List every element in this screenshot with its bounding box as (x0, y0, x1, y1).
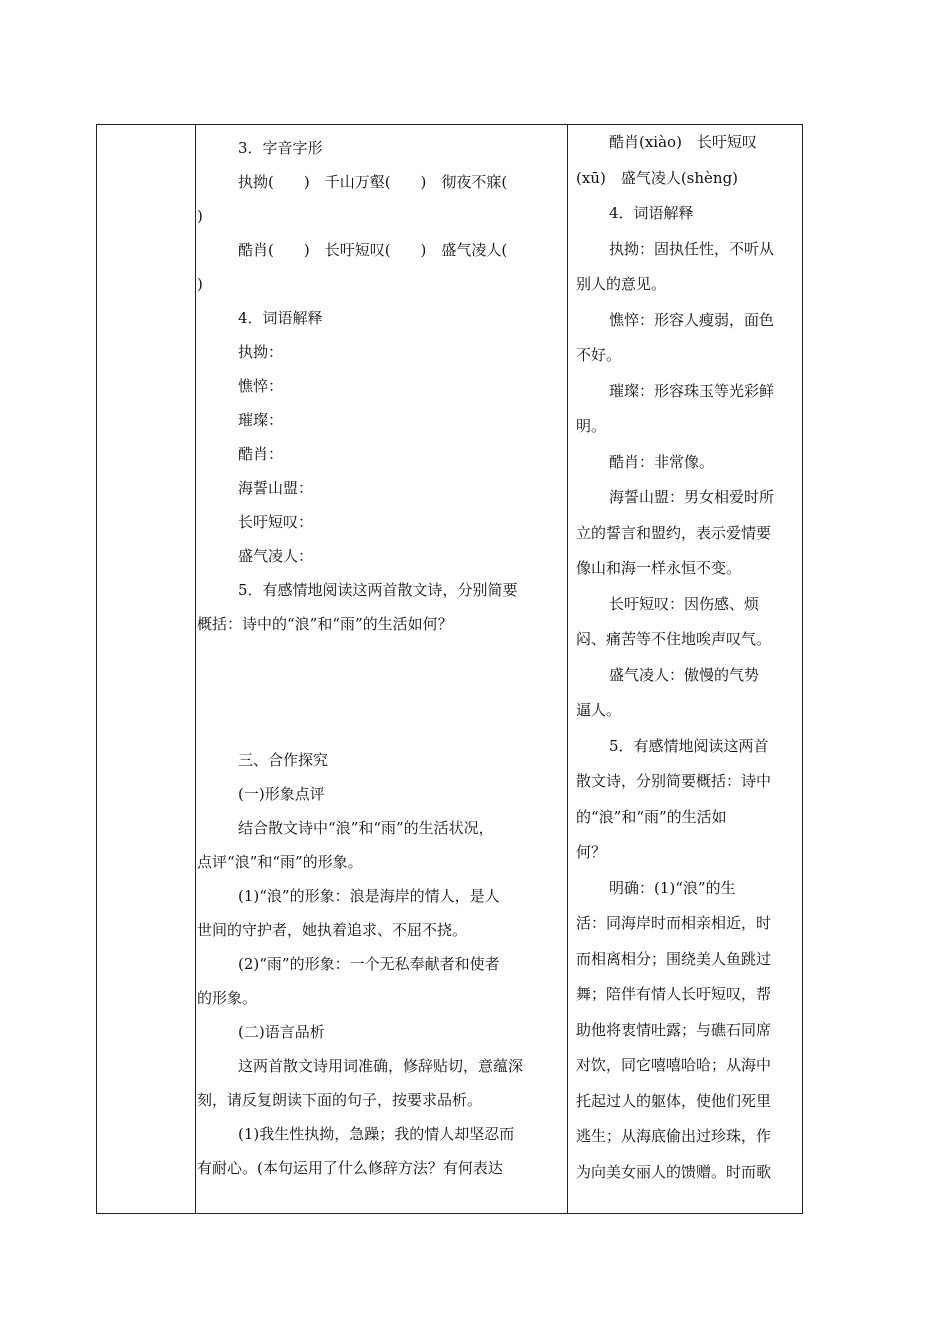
answer-line: 对饮，同它嘻嘻哈哈；从海中 (576, 1056, 772, 1074)
answer-line: 明确：(1)“浪”的生 (609, 878, 736, 897)
question-line: 5．有感情地阅读这两首散文诗，分别简要 (238, 581, 518, 599)
answer-line: 何？ (576, 843, 607, 861)
section-heading: 三、合作探究 (238, 751, 329, 769)
answer-line: 酷肖：非常像。 (609, 452, 715, 471)
text-line: 点评“浪”和“雨”的形象。 (197, 853, 363, 871)
answer-line: (xū) 盛气凌人(shèng) (576, 168, 739, 187)
answer-line: 明。 (576, 417, 607, 435)
text-line: 有耐心。(本句运用了什么修辞方法？有何表达 (197, 1159, 503, 1177)
answer-line: 闷、痛苦等不住地唉声叹气。 (576, 630, 772, 648)
text-line: (1)“浪”的形象：浪是海岸的情人，是人 (238, 887, 500, 905)
answer-line: 憔悴：形容人瘦弱，面色 (609, 310, 775, 329)
text-line: 结合散文诗中“浪”和“雨”的生活状况， (238, 819, 494, 837)
vocab-prompt: 憔悴： (238, 377, 284, 395)
answer-line: 逃生；从海底偷出过珍珠，作 (576, 1127, 772, 1145)
subsection-heading: (二)语言品析 (238, 1023, 325, 1041)
text-line: ) (197, 207, 203, 225)
text-line: 这两首散文诗用词准确，修辞贴切，意蕴深 (238, 1057, 524, 1075)
text-line: 刻，请反复朗读下面的句子，按要求品析。 (197, 1091, 483, 1109)
text-line: (2)“雨”的形象：一个无私奉献者和使者 (238, 955, 500, 973)
answer-line: 活：同海岸时而相亲相近，时 (576, 914, 772, 932)
answer-line: 散文诗，分别简要概括：诗中 (576, 772, 772, 790)
answer-line: 舞；陪伴有情人长吁短叹，帮 (576, 985, 772, 1003)
answer-line: 助他将衷情吐露；与礁石同席 (576, 1020, 772, 1039)
vocab-prompt: 璀璨： (238, 411, 284, 429)
text-line: 世间的守护者，她执着追求、不屈不挠。 (197, 921, 468, 939)
pinyin-exercise-line: 执拗( ) 千山万壑( ) 彻夜不寐( (238, 173, 508, 191)
answer-line: 璀璨：形容珠玉等光彩鲜 (609, 381, 775, 400)
subsection-heading: (一)形象点评 (238, 785, 325, 803)
answer-line: 立的誓言和盟约，表示爱情要 (576, 523, 772, 542)
answer-line: 托起过人的躯体，使他们死里 (576, 1091, 772, 1110)
question-line: 概括：诗中的“浪”和“雨”的生活如何？ (197, 615, 453, 633)
answer-line: 5．有感情地阅读这两首 (609, 736, 769, 755)
answer-line: 而相离相分；围绕美人鱼跳过 (576, 949, 772, 968)
answer-line: 执拗：固执任性，不听从 (609, 239, 775, 258)
vocab-prompt: 执拗： (238, 343, 284, 361)
answer-line: 的“浪”和“雨”的生活如 (576, 807, 727, 826)
answer-line: 逼人。 (576, 701, 622, 719)
answer-line: 长吁短叹：因伤感、烦 (609, 594, 760, 613)
answer-key-column (576, 125, 794, 1190)
answer-line: 酷肖(xiào) 长吁短叹 (609, 133, 757, 151)
section-heading: 4．词语解释 (609, 204, 694, 222)
answer-line: 海誓山盟：男女相爱时所 (609, 488, 775, 506)
answer-line: 为向美女丽人的馈赠。时而歌 (576, 1162, 772, 1181)
answer-line: 像山和海一样永恒不变。 (576, 559, 742, 577)
lesson-table (96, 124, 803, 1214)
answer-line: 别人的意见。 (576, 275, 667, 293)
column-divider-left (195, 125, 196, 1213)
vocab-prompt: 海誓山盟： (238, 479, 314, 497)
text-line: 的形象。 (197, 989, 258, 1007)
text-line: ) (197, 275, 203, 293)
vocab-prompt: 长吁短叹： (238, 513, 314, 531)
vocab-prompt: 盛气凌人： (238, 547, 314, 565)
section-heading: 4．词语解释 (238, 309, 323, 327)
answer-line: 不好。 (576, 346, 622, 364)
pinyin-exercise-line: 酷肖( ) 长吁短叹( ) 盛气凌人( (238, 241, 508, 259)
vocab-prompt: 酷肖： (238, 445, 284, 463)
answer-line: 盛气凌人：傲慢的气势 (609, 665, 760, 684)
section-heading: 3．字音字形 (238, 139, 323, 157)
text-line: (1)我生性执拗，急躁；我的情人却坚忍而 (238, 1125, 515, 1143)
